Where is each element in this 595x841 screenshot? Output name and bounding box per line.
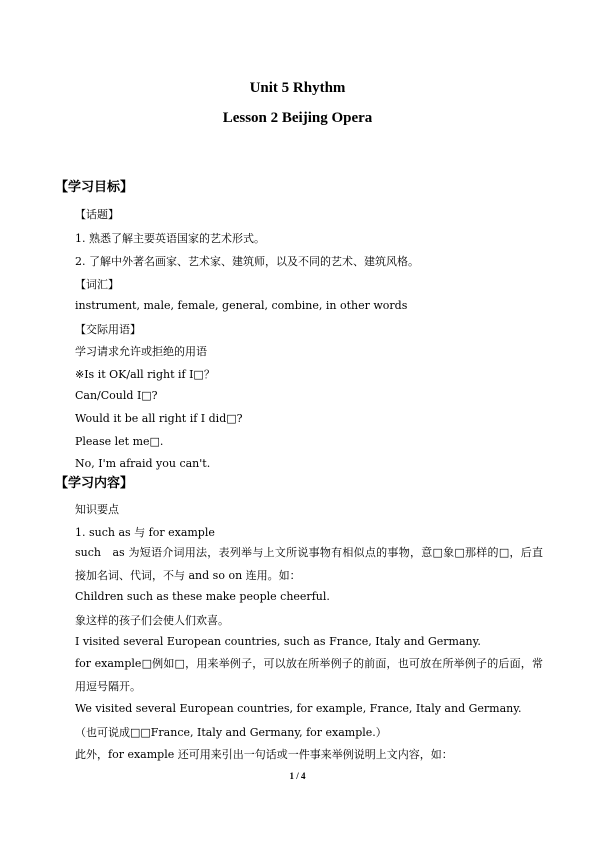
lesson-title: Lesson 2 Beijing Opera xyxy=(222,110,373,126)
example-alt: （也可说成□□France, Italy and Germany, for example.） xyxy=(75,726,387,739)
example-en: Children such as these make people cheerful. xyxy=(75,590,330,603)
topic-item: 1. 熟悉了解主要英语国家的艺术形式。 xyxy=(75,232,265,245)
topic-label: 【话题】 xyxy=(75,208,119,221)
for-example-paragraph: for example□例如□，用来举例子，可以放在所举例子的前面，也可放在所举例子的后面，常用逗号隔开。 xyxy=(75,657,543,693)
example-cn: 象这样的孩子们会使人们欢喜。 xyxy=(75,614,229,627)
vocab-label: 【词汇】 xyxy=(75,278,119,291)
knowledge-label: 知识要点 xyxy=(75,503,119,516)
example-en: We visited several European countries, for example, France, Italy and Germany. xyxy=(75,702,522,715)
example-en: I visited several European countries, such as France, Italy and Germany. xyxy=(75,635,481,648)
comm-line: Can/Could I□? xyxy=(75,389,158,402)
comm-label: 【交际用语】 xyxy=(75,323,141,336)
objectives-heading: 【学习目标】 xyxy=(55,180,134,195)
comm-line: No, I'm afraid you can't. xyxy=(75,457,211,470)
comm-line: Would it be all right if I did□? xyxy=(75,412,243,425)
comm-line: Please let me□. xyxy=(75,435,164,448)
vocab-text: instrument, male, female, general, combine, in other words xyxy=(75,299,408,312)
content-heading: 【学习内容】 xyxy=(55,476,134,491)
comm-line: 学习请求允许或拒绝的用语 xyxy=(75,345,207,358)
point1-paragraph: such as 为短语介词用法，表列举与上文所说事物有相似点的事物，意□象□那样的□，后直接加名词、代词，不与 and so on 连用。如： xyxy=(75,546,543,582)
topic-item: 2. 了解中外著名画家、艺术家、建筑师，以及不同的艺术、建筑风格。 xyxy=(75,255,419,268)
page-number: 1 / 4 xyxy=(289,771,306,781)
point1-title: 1. such as 与 for example xyxy=(75,526,215,539)
unit-title: Unit 5 Rhythm xyxy=(249,80,346,96)
extra-paragraph: 此外，for example 还可用来引出一句话或一件事来举例说明上文内容，如： xyxy=(75,748,453,761)
comm-line: ※Is it OK/all right if I□？ xyxy=(75,368,215,381)
